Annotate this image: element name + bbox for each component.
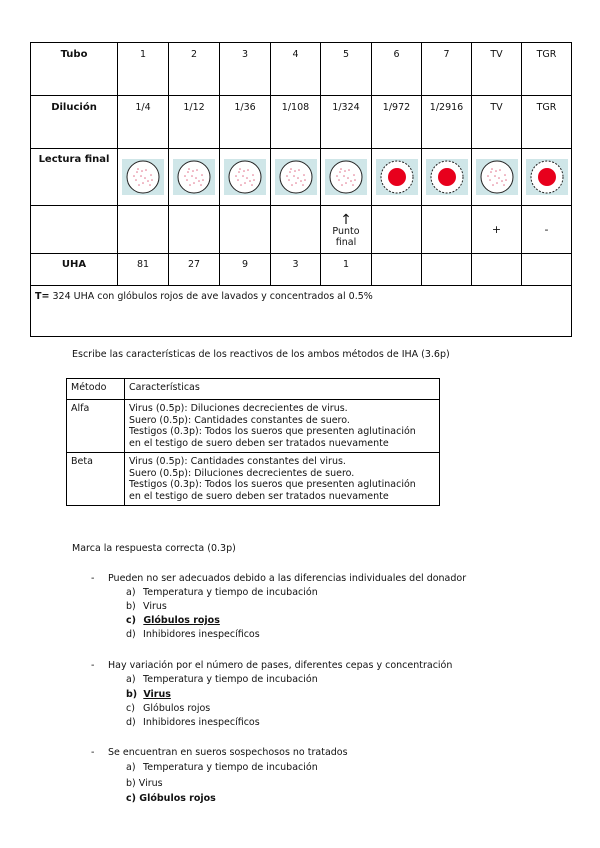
well-image bbox=[122, 159, 164, 195]
well-dispersed-icon bbox=[328, 159, 364, 195]
description-line: Suero (0.5p): Cantidades constantes de suero. bbox=[129, 414, 350, 426]
option-c-correct[interactable]: c) Glóbulos rojos bbox=[126, 615, 220, 626]
tube-cell: TGR bbox=[522, 43, 572, 96]
well-button-icon bbox=[379, 159, 415, 195]
option-b[interactable]: b) Virus bbox=[126, 778, 163, 789]
method-description bbox=[125, 453, 440, 506]
well-image bbox=[173, 159, 215, 195]
question-text: Se encuentran en sueros sospechosos no tratados bbox=[108, 747, 348, 758]
question-text: Pueden no ser adecuados debido a las diferencias individuales del donador bbox=[108, 573, 467, 584]
empty-cell bbox=[271, 206, 321, 254]
description-line: Testigos (0.3p): Todos los sueros que presenten aglutinación bbox=[129, 426, 416, 437]
question-3 bbox=[91, 747, 348, 759]
uha-label: UHA bbox=[31, 254, 118, 286]
tube-cell: 7 bbox=[422, 43, 472, 96]
dilution-cell: TV bbox=[472, 96, 522, 149]
titer-label: T= bbox=[35, 291, 50, 302]
option-a[interactable]: a) Temperatura y tiempo de incubación bbox=[126, 762, 318, 773]
instruction-mark-answer: Marca la respuesta correcta (0.3p) bbox=[72, 543, 236, 554]
uha-cell: 3 bbox=[271, 254, 321, 286]
well-cell bbox=[118, 149, 169, 206]
empty-cell bbox=[422, 206, 472, 254]
uha-cell: 81 bbox=[118, 254, 169, 286]
uha-cell: 27 bbox=[169, 254, 220, 286]
tube-row bbox=[31, 43, 572, 96]
well-cell bbox=[220, 149, 271, 206]
endpoint-label: Punto final bbox=[332, 225, 360, 248]
description-line: Suero (0.5p): Diluciones decrecientes de suero. bbox=[129, 467, 355, 479]
uha-cell bbox=[472, 254, 522, 286]
method-description bbox=[125, 400, 440, 453]
well-dispersed-icon bbox=[125, 159, 161, 195]
up-arrow-icon: ↑ bbox=[340, 211, 352, 228]
uha-cell: 9 bbox=[220, 254, 271, 286]
empty-cell bbox=[169, 206, 220, 254]
option-c[interactable]: c) Glóbulos rojos bbox=[126, 703, 211, 714]
empty-cell bbox=[31, 206, 118, 254]
tube-cell: 2 bbox=[169, 43, 220, 96]
option-b[interactable]: b) Virus bbox=[126, 601, 167, 612]
tube-cell: 5 bbox=[321, 43, 372, 96]
uha-row bbox=[31, 254, 572, 286]
well-cell bbox=[372, 149, 422, 206]
well-cell bbox=[271, 149, 321, 206]
well-image bbox=[426, 159, 468, 195]
question-text: Hay variación por el número de pases, diferentes cepas y concentración bbox=[108, 660, 453, 671]
well-cell bbox=[472, 149, 522, 206]
final-reading-row bbox=[31, 149, 572, 206]
empty-cell bbox=[118, 206, 169, 254]
well-dispersed-icon bbox=[176, 159, 212, 195]
description-line: en el testigo de suero deben ser tratados nuevamente bbox=[129, 490, 389, 502]
empty-cell bbox=[220, 206, 271, 254]
well-image bbox=[476, 159, 518, 195]
option-d[interactable]: d) Inhibidores inespecíficos bbox=[126, 629, 260, 640]
method-table bbox=[66, 378, 440, 506]
option-a[interactable]: a) Temperatura y tiempo de incubación bbox=[126, 587, 318, 598]
description-line: en el testigo de suero deben ser tratados nuevamente bbox=[129, 437, 389, 449]
well-cell bbox=[522, 149, 572, 206]
dilution-cell: TGR bbox=[522, 96, 572, 149]
method-name: Beta bbox=[67, 453, 125, 506]
empty-cell bbox=[372, 206, 422, 254]
well-cell bbox=[422, 149, 472, 206]
option-b-correct[interactable]: b) Virus bbox=[126, 689, 171, 700]
dilution-cell: 1/12 bbox=[169, 96, 220, 149]
tube-cell: 3 bbox=[220, 43, 271, 96]
endpoint-cell bbox=[321, 206, 372, 254]
titer-cell bbox=[31, 286, 572, 337]
uha-cell: 1 bbox=[321, 254, 372, 286]
well-dispersed-icon bbox=[278, 159, 314, 195]
dilution-cell: 1/324 bbox=[321, 96, 372, 149]
well-dispersed-icon bbox=[479, 159, 515, 195]
tube-cell: 1 bbox=[118, 43, 169, 96]
final-reading-label: Lectura final bbox=[31, 149, 118, 206]
well-image bbox=[526, 159, 568, 195]
description-line: Virus (0.5p): Cantidades constantes del virus. bbox=[129, 456, 346, 467]
well-button-icon bbox=[529, 159, 565, 195]
dilution-cell: 1/36 bbox=[220, 96, 271, 149]
tgr-sign: - bbox=[522, 206, 572, 254]
well-cell bbox=[321, 149, 372, 206]
well-cell bbox=[169, 149, 220, 206]
uha-cell bbox=[522, 254, 572, 286]
result-row bbox=[31, 206, 572, 254]
dilution-cell: 1/108 bbox=[271, 96, 321, 149]
well-dispersed-icon bbox=[227, 159, 263, 195]
bullet-dash: - bbox=[91, 573, 95, 584]
option-c-correct[interactable]: c) Glóbulos rojos bbox=[126, 793, 216, 804]
tube-label: Tubo bbox=[31, 43, 118, 96]
bullet-dash: - bbox=[91, 660, 95, 671]
dilution-cell: 1/4 bbox=[118, 96, 169, 149]
method-row-beta bbox=[67, 453, 440, 506]
description-line: Virus (0.5p): Diluciones decrecientes de virus. bbox=[129, 403, 348, 414]
tube-cell: TV bbox=[472, 43, 522, 96]
method-header-row bbox=[67, 379, 440, 400]
well-image bbox=[325, 159, 367, 195]
tube-cell: 6 bbox=[372, 43, 422, 96]
method-header: Método bbox=[67, 379, 125, 400]
bullet-dash: - bbox=[91, 747, 95, 758]
option-a[interactable]: a) Temperatura y tiempo de incubación bbox=[126, 674, 318, 685]
well-image bbox=[275, 159, 317, 195]
method-row-alfa bbox=[67, 400, 440, 453]
dilution-label: Dilución bbox=[31, 96, 118, 149]
titer-text: 324 UHA con glóbulos rojos de ave lavados y concentrados al 0.5% bbox=[52, 291, 373, 302]
method-name: Alfa bbox=[67, 400, 125, 453]
dilution-cell: 1/2916 bbox=[422, 96, 472, 149]
instruction-reactives: Escribe las características de los reactivos de los ambos métodos de IHA (3.6p) bbox=[72, 349, 450, 360]
description-line: Testigos (0.3p): Todos los sueros que presenten aglutinación bbox=[129, 479, 416, 490]
dilution-cell: 1/972 bbox=[372, 96, 422, 149]
tube-cell: 4 bbox=[271, 43, 321, 96]
well-button-icon bbox=[429, 159, 465, 195]
well-image bbox=[224, 159, 266, 195]
tv-sign: + bbox=[472, 206, 522, 254]
question-1 bbox=[91, 573, 467, 585]
uha-cell bbox=[372, 254, 422, 286]
characteristics-header: Características bbox=[125, 379, 440, 400]
option-d[interactable]: d) Inhibidores inespecíficos bbox=[126, 717, 260, 728]
dilution-row bbox=[31, 96, 572, 149]
well-image bbox=[376, 159, 418, 195]
titer-row bbox=[31, 286, 572, 337]
ha-titration-table bbox=[30, 42, 572, 337]
uha-cell bbox=[422, 254, 472, 286]
question-2 bbox=[91, 660, 453, 672]
